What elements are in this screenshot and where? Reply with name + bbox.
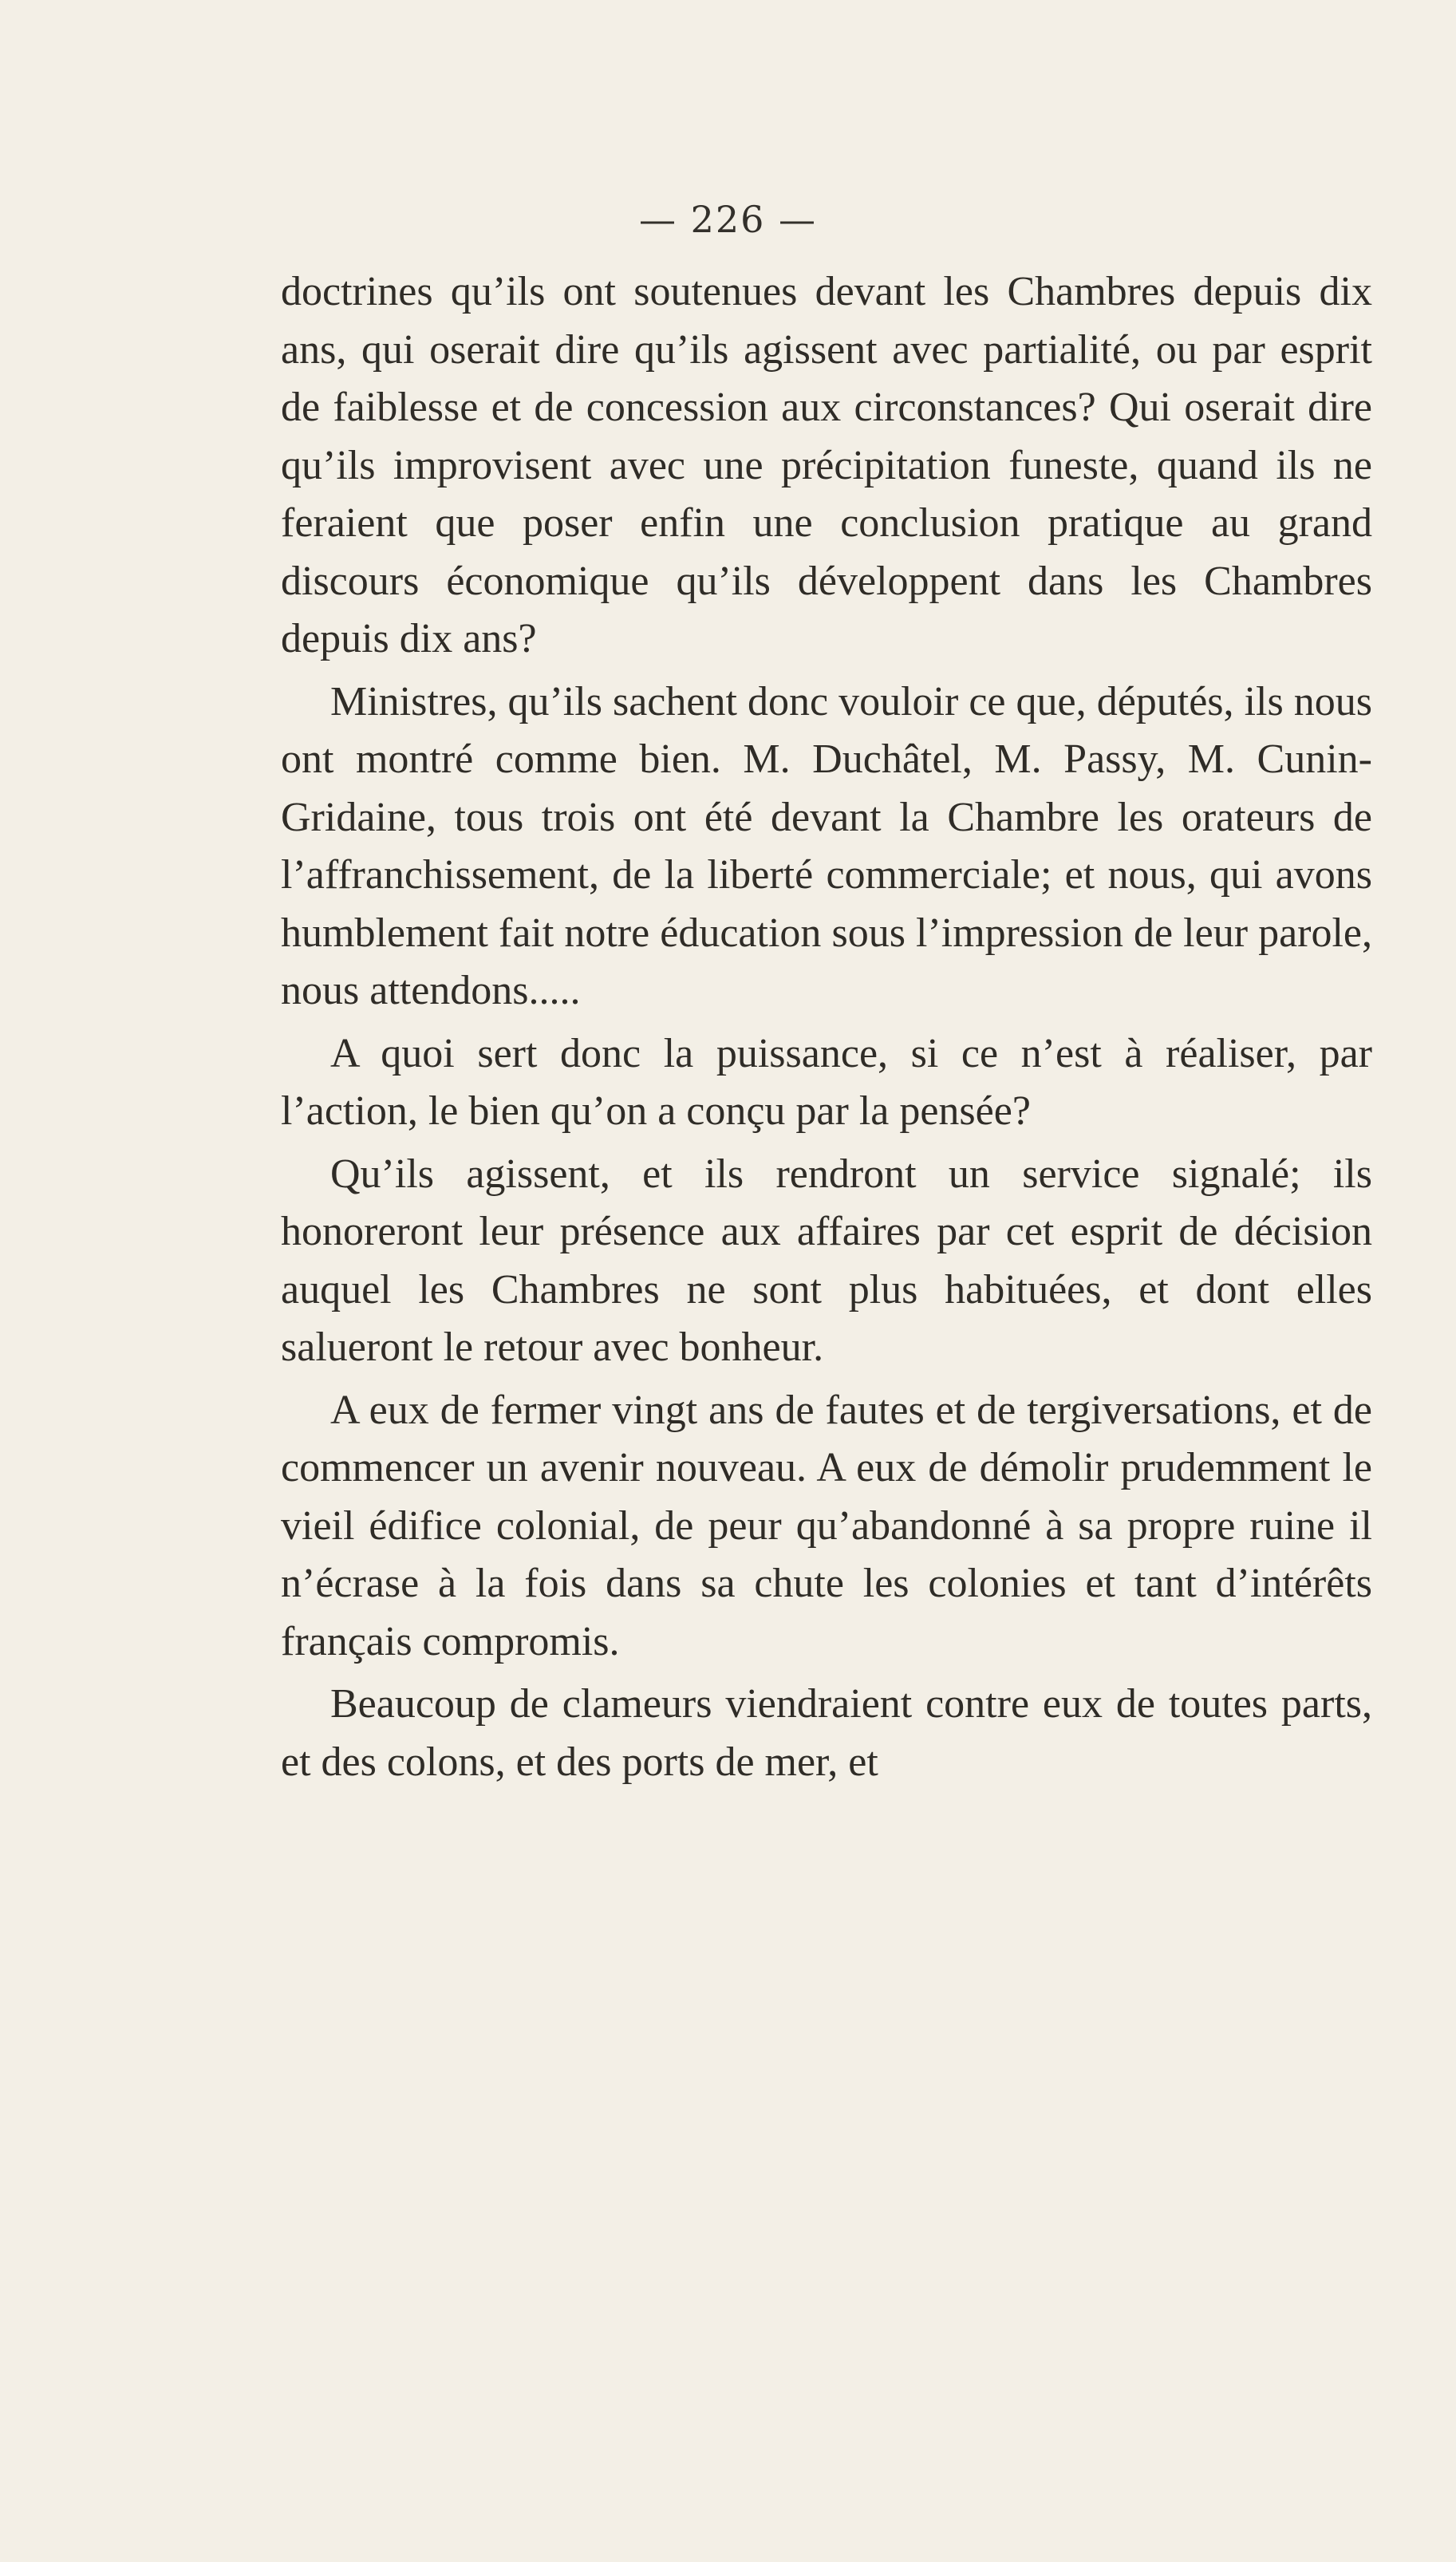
paragraph: A eux de fermer vingt ans de fautes et de tergiversations, et de commencer un avenir nouveau. A eux de démolir prudemment le vieil édifice colonial, de peur qu’abandonné à sa propre ruine il n’écrase à la fois dans sa chute les colonies et tant d’intérêts français compromis. (281, 1387, 1372, 1664)
paragraph: Qu’ils agissent, et ils rendront un service signalé; ils honoreront leur présence aux affaires par cet esprit de décision auquel les Chambres ne sont plus habituées, et dont elles salueront le retour avec bonheur. (281, 1151, 1372, 1370)
paragraph: Beaucoup de clameurs viendraient contre eux de toutes parts, et des colons, et des ports de mer, et (281, 1681, 1372, 1785)
body-text (281, 263, 1372, 1796)
paragraph: Ministres, qu’ils sachent donc vouloir ce que, députés, ils nous ont montré comme bien. M. Duchâtel, M. Passy, M. Cunin-Gridaine, tous trois ont été devant la Chambre les orateurs de l’affranchissement, de la liberté commerciale; et nous, qui avons humblement fait notre éducation sous l’impression de leur parole, nous attendons..... (281, 678, 1372, 1013)
paragraph: A quoi sert donc la puissance, si ce n’est à réaliser, par l’action, le bien qu’on a conçu par la pensée? (281, 1030, 1372, 1134)
page-number: — 226 — (638, 198, 818, 241)
paragraph-continued: doctrines qu’ils ont soutenues devant les Chambres depuis dix ans, qui oserait dire qu’ils agissent avec partialité, ou par esprit de faiblesse et de concession aux circonstances? Qui oserait dire qu’ils improvisent avec une précipitation funeste, quand ils ne feraient que poser enfin une conclusion pratique au grand discours économique qu’ils développent dans les Chambres depuis dix ans? (281, 269, 1372, 661)
